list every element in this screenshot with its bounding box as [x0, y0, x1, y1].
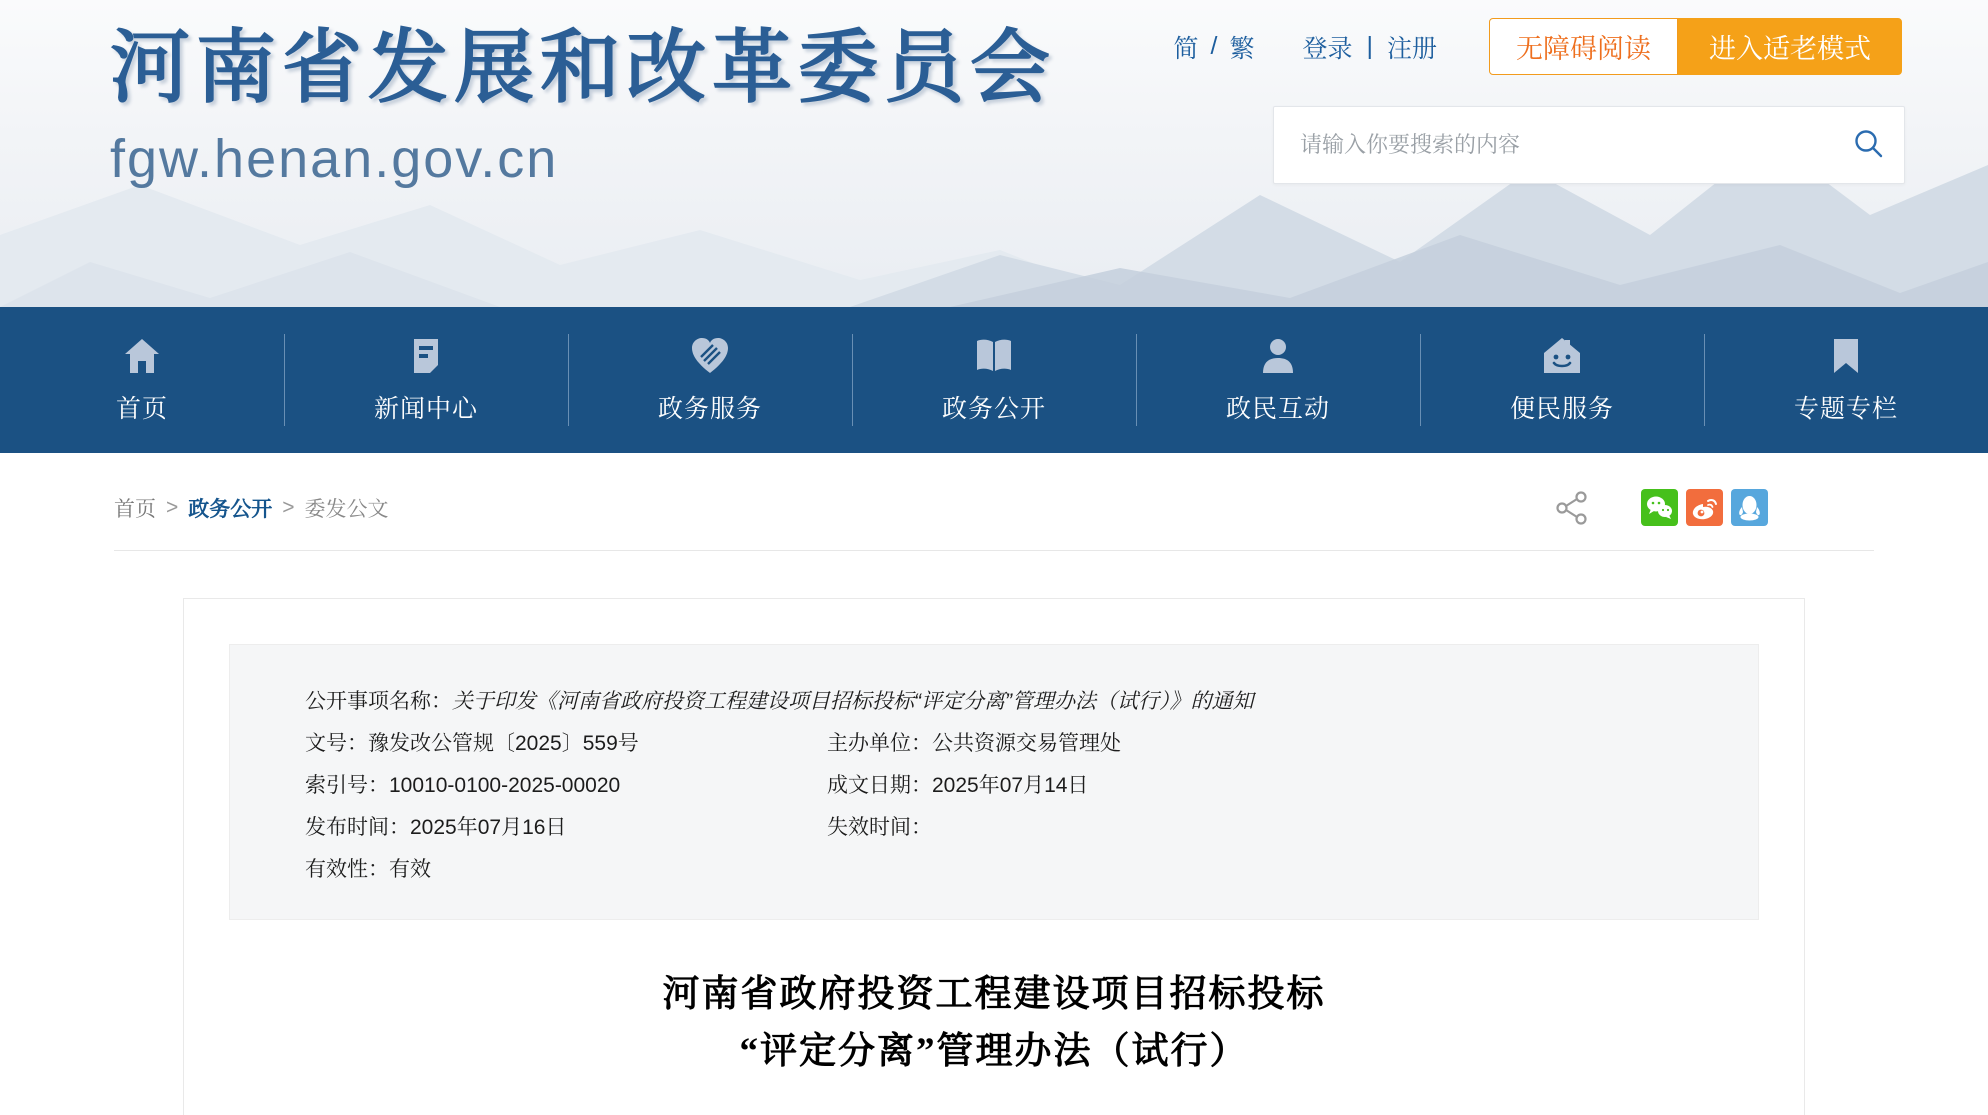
document-info-table	[229, 644, 1759, 920]
language-separator: /	[1210, 32, 1218, 60]
nav-label: 政民互动	[1225, 395, 1330, 423]
breadcrumb-current-page: 委发公文	[304, 497, 389, 521]
nav-item-government-disclosure[interactable]	[852, 307, 1136, 453]
nav-label: 便民服务	[1509, 395, 1614, 423]
index-value: 10010-0100-2025-00020	[389, 774, 621, 797]
organizer-value: 公共资源交易管理处	[932, 732, 1121, 755]
simplified-chinese-link[interactable]: 简	[1173, 34, 1199, 63]
article-title-line2: “评定分离”管理办法（试行）	[739, 1031, 1249, 1073]
login-link[interactable]: 登录	[1302, 34, 1353, 63]
article-title-line1: 河南省政府投资工程建设项目招标投标	[662, 974, 1326, 1015]
language-toggle	[1173, 29, 1437, 65]
doc-info-organizer	[827, 723, 1683, 765]
nav-label: 新闻中心	[373, 395, 478, 423]
subject-label: 公开事项名称：	[305, 690, 452, 713]
auth-links	[1302, 29, 1437, 65]
house-smile-icon	[1541, 335, 1583, 377]
search-button[interactable]	[1834, 107, 1904, 183]
breadcrumb-home[interactable]: 首页	[114, 497, 156, 521]
search-icon	[1852, 127, 1886, 164]
doc-number-label: 文号：	[305, 732, 368, 755]
news-icon	[405, 335, 447, 377]
open-book-icon	[973, 335, 1015, 377]
doc-number-value: 豫发改公管规〔2025〕559号	[368, 732, 639, 755]
nav-label: 政务公开	[941, 395, 1046, 423]
register-link[interactable]: 注册	[1386, 34, 1437, 63]
wechat-icon[interactable]	[1641, 489, 1678, 526]
breadcrumb	[114, 493, 389, 523]
nav-item-convenience-services[interactable]	[1420, 307, 1704, 453]
doc-info-publish-date	[305, 807, 827, 849]
nav-label: 首页	[115, 395, 168, 423]
nav-item-news-center[interactable]	[284, 307, 568, 453]
breadcrumb-separator: >	[282, 495, 295, 519]
doc-info-validity	[305, 849, 827, 891]
publish-date-value: 2025年07月16日	[410, 816, 567, 839]
index-label: 索引号：	[305, 774, 389, 797]
article-container	[183, 598, 1805, 1115]
site-header	[0, 0, 1988, 307]
elderly-mode-button[interactable]: 进入适老模式	[1678, 18, 1902, 75]
breadcrumb-row	[114, 453, 1874, 551]
expiry-label: 失效时间：	[827, 816, 932, 839]
nav-item-public-interaction[interactable]	[1136, 307, 1420, 453]
bookmark-icon	[1825, 335, 1867, 377]
doc-info-written-date	[827, 765, 1683, 807]
article-title	[229, 966, 1759, 1081]
nav-label: 政务服务	[657, 395, 762, 423]
nav-item-government-services[interactable]	[568, 307, 852, 453]
doc-info-subject	[305, 681, 1683, 723]
doc-info-index-number	[305, 765, 827, 807]
weibo-icon[interactable]	[1686, 489, 1723, 526]
nav-item-home[interactable]	[0, 307, 284, 453]
main-navigation	[0, 307, 1988, 453]
organizer-label: 主办单位：	[827, 732, 932, 755]
written-date-value: 2025年07月14日	[932, 774, 1089, 797]
site-domain: fgw.henan.gov.cn	[110, 129, 559, 189]
header-utility-bar	[1173, 18, 1902, 75]
nav-label: 专题专栏	[1793, 395, 1898, 423]
share-toolbar	[1554, 489, 1874, 526]
accessibility-reading-button[interactable]: 无障碍阅读	[1489, 18, 1678, 75]
auth-separator: |	[1366, 32, 1373, 60]
service-heart-icon	[689, 335, 731, 377]
home-icon	[121, 335, 163, 377]
site-title: 河南省发展和改革委员会	[110, 23, 1056, 112]
validity-value: 有效	[389, 858, 431, 881]
site-logo[interactable]	[110, 22, 1056, 190]
doc-info-doc-number	[305, 723, 827, 765]
publish-date-label: 发布时间：	[305, 816, 410, 839]
breadcrumb-separator: >	[166, 495, 179, 519]
qq-icon[interactable]	[1731, 489, 1768, 526]
validity-label: 有效性：	[305, 858, 389, 881]
share-icon[interactable]	[1554, 489, 1591, 526]
written-date-label: 成文日期：	[827, 774, 932, 797]
subject-value: 关于印发《河南省政府投资工程建设项目招标投标“评定分离”管理办法（试行）》的通知	[452, 690, 1254, 713]
breadcrumb-government-disclosure[interactable]: 政务公开	[188, 497, 273, 521]
traditional-chinese-link[interactable]: 繁	[1229, 34, 1255, 63]
search-input[interactable]	[1274, 107, 1834, 183]
nav-item-special-topics[interactable]	[1704, 307, 1988, 453]
search-box	[1273, 106, 1905, 184]
person-icon	[1257, 335, 1299, 377]
doc-info-expiry-date	[827, 807, 1683, 849]
